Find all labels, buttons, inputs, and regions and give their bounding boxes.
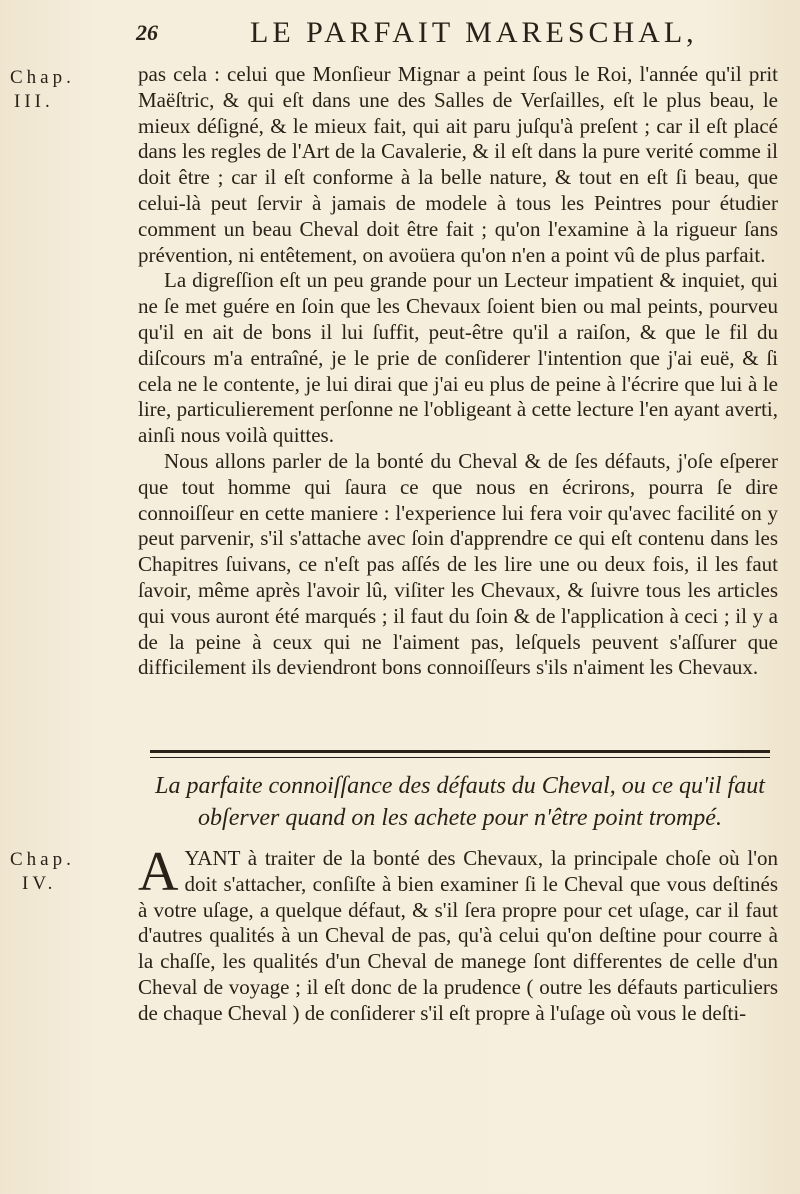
body-text-bottom	[138, 841, 778, 1027]
margin-note-chap-4	[10, 848, 110, 896]
paragraph-defects	[138, 841, 778, 1027]
paragraph-connoisseur: Nous allons parler de la bonté du Cheval & de ſes défauts, j'oſe eſperer que tout homme qui ſaura ce que nous en écrirons, pourra ſe dire connoiſſeur en cette maniere : l'experience lui fera voir qu'avec facilité on y peut parvenir, s'il s'attache avec ſoin d'apprendre ce qui eſt contenu dans les Chapitres ſuivans, ce n'eſt pas aſſés de les lire une ou deux fois, il les faut ſavoir, même après l'avoir lû, viſiter les Chevaux, & ſuivre tous les articles qui vous auront été marqués ; il faut du ſoin & de l'application à ceci ; il y a de la peine à ceux qui ne l'aiment pas, leſquels peuvent s'aſſurer que difficilement ils deviendront bons connoiſſeurs s'ils n'aiment les Chevaux.	[138, 448, 778, 680]
margin-note-chap-4-label: Chap.	[10, 849, 75, 870]
paragraph-digression: La digreſſion eſt un peu grande pour un Lecteur impatient & inquiet, qui ne ſe met guére en ſoin que les Chevaux ſoient bien ou mal peints, pourveu qu'il en ait de bons il lui ſuffit, peut-être qu'il a raiſon, & que le fil du diſcours m'a entraîné, je le prie de conſiderer l'intention que j'ai euë, & ſi cela ne le contente, je lui dirai que j'ai eu plus de peine à l'écrire que lui à le lire, particulierement perſonne ne l'obligeant à cette lecture l'en ayant averti, ainſi nous voilà quittes.	[138, 268, 778, 448]
paragraph-defects-text: YANT à traiter de la bonté des Chevaux, la principale choſe où l'on doit s'attacher, conſiſte à bien examiner ſi le Cheval que vous deſtinés à votre uſage, a quelque défaut, & s'il ſera propre pour cet uſage, car il faut d'autres qualités à un Cheval de pas, qu'à celui qu'on deſtine pour courre à la chaſſe, les qualités d'un Cheval de manege ſont differentes de celle d'un Cheval de voyage ; il eſt donc de la prudence ( outre les défauts particuliers de chaque Cheval ) de conſiderer s'il eſt propre à l'uſage où vous le deſti-	[138, 846, 778, 1025]
paragraph-painting: pas cela : celui que Monſieur Mignar a peint ſous le Roi, l'année qu'il prit Maëſtric, & qui eſt dans une des Salles de Verſailles, eſt le plus beau, le mieux déſigné, & le mieux fait, qui ait paru juſqu'à preſent ; car il eſt placé dans les regles de l'Art de la Cavalerie, & il eſt dans la pure verité comme il doit être ; car il eſt conforme à la belle nature, & tout en eſt ſi beau, que celui-là peut ſervir à jamais de modele à tous les Peintres pour étudier comment un beau Cheval doit être fait ; qu'on l'examine à la rigueur ſans prévention, ni entêtement, on avoüera qu'on n'en a point vû de plus parfait.	[138, 62, 778, 267]
running-title: LE PARFAIT MARESCHAL,	[250, 16, 698, 49]
margin-note-chap-3-number: III.	[14, 91, 54, 112]
margin-note-chap-4-number: IV.	[22, 873, 57, 894]
page-header	[120, 14, 780, 54]
body-text-top	[138, 62, 778, 681]
drop-cap: A	[138, 841, 179, 903]
margin-note-chap-3-label: Chap.	[10, 67, 75, 88]
page-number: 26	[136, 20, 158, 45]
section-divider	[150, 750, 770, 758]
section-title: La parfaite connoiſſance des défauts du Cheval, ou ce qu'il faut obſerver quand on les achete pour n'être point trompé.	[155, 773, 765, 831]
margin-note-chap-3	[10, 66, 110, 114]
